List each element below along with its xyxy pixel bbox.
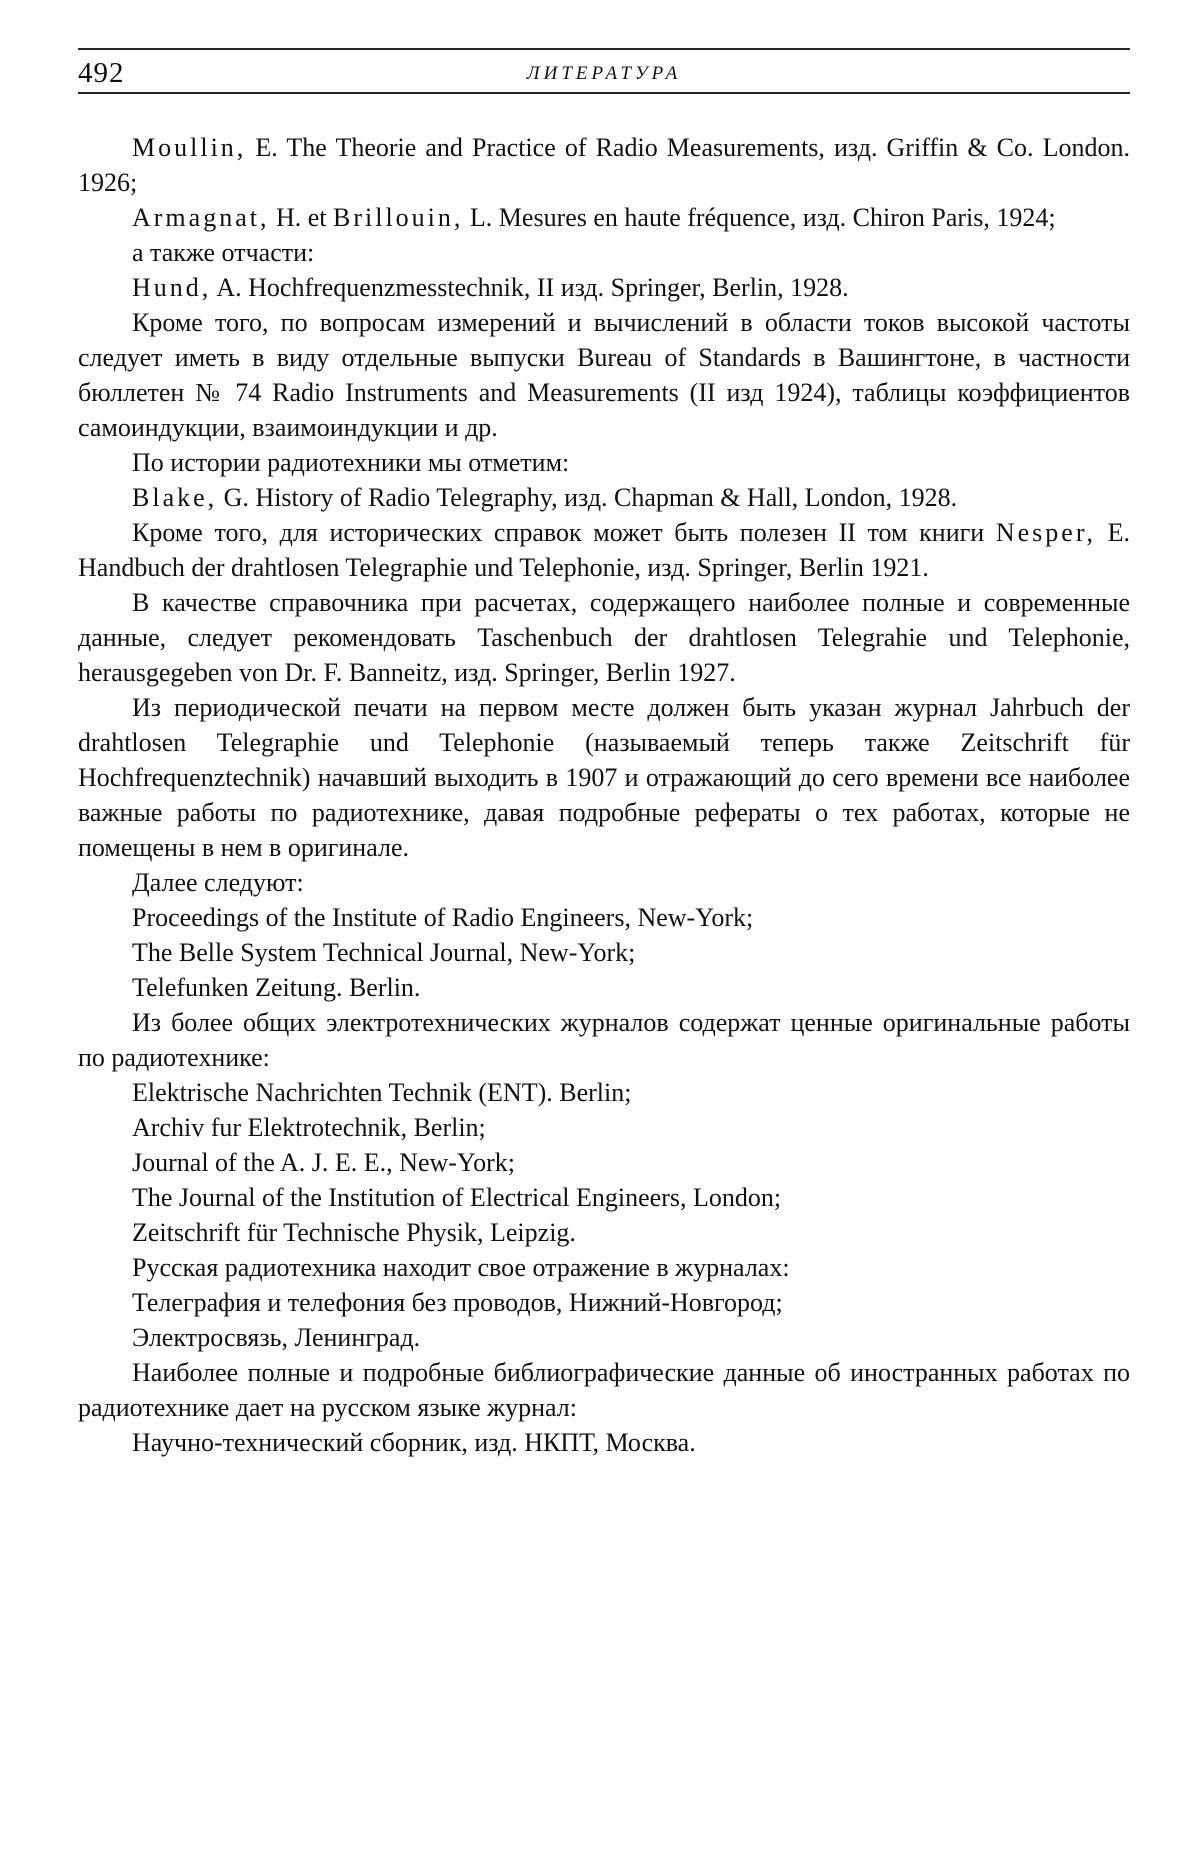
book-page — [78, 0, 1130, 1875]
bibliography-text — [78, 130, 1130, 1460]
reference-text: G. History of Radio Telegraphy, изд. Chapman & Hall, London, 1928. — [217, 483, 958, 512]
reference-entry — [78, 130, 1130, 200]
header-top-rule — [78, 48, 1130, 50]
page-header — [78, 48, 1130, 98]
paragraph: В качестве справочника при расчетах, содержащего наиболее полные и современные данные, следует рекомендовать Taschenbuch der drahtlosen Telegrahie und Telephonie, herausgegeben von Dr. F. Banneitz, изд. Springer, Berlin 1927. — [78, 588, 1130, 687]
journal-entry: Электросвязь, Ленинград. — [132, 1323, 421, 1352]
reference-entry — [78, 480, 1130, 515]
journal-entry: Proceedings of the Institute of Radio Engineers, New-York; — [132, 903, 754, 932]
author-name: Moullin, — [132, 133, 247, 162]
reference-text: E. Handbuch der drahtlosen Telegraphie und Telephonie, изд. Springer, Berlin 1921. — [78, 518, 1130, 582]
reference-text: A. Hochfrequenzmesstechnik, II изд. Springer, Berlin, 1928. — [211, 273, 849, 302]
journal-entry: The Journal of the Institution of Electrical Engineers, London; — [132, 1183, 782, 1212]
author-name: Nesper, — [995, 518, 1096, 547]
paragraph: а также отчасти: — [132, 238, 315, 267]
reference-text: E. The Theorie and Practice of Radio Measurements, изд. Griffin & Co. London. 1926; — [78, 133, 1130, 197]
author-name: Hund, — [132, 273, 212, 302]
journal-entry: Telefunken Zeitung. Berlin. — [132, 973, 421, 1002]
reference-entry — [78, 200, 1130, 235]
paragraph: Из периодической печати на первом месте должен быть указан журнал Jahrbuch der drahtlosen Telegraphie und Telephonie (называемый теперь также Zeitschrift für Hochfrequenztechnik) начавший выходить в 1907 и отражающий до сего времени все наиболее важные работы по радиотехнике, давая подробные рефераты о тех работах, которые не помещены в нем в оригинале. — [78, 693, 1130, 862]
paragraph: По истории радиотехники мы отметим: — [132, 448, 570, 477]
page-number: 492 — [78, 57, 125, 89]
reference-text: H. et — [269, 203, 334, 232]
author-name: Blake, — [132, 483, 218, 512]
paragraph: Наиболее полные и подробные библиографические данные об иностранных работах по радиотехнике дает на русском языке журнал: — [78, 1358, 1130, 1422]
paragraph: Кроме того, по вопросам измерений и вычислений в области токов высокой частоты следует иметь в виду отдельные выпуски Bureau of Standards в Вашингтоне, в частности бюллетен № 74 Radio Instruments and Measurements (II изд 1924), таблицы коэффициентов самоиндукции, взаимоиндукции и др. — [78, 308, 1130, 442]
paragraph-text: Кроме того, для исторических справок может быть полезен II том книги — [132, 518, 996, 547]
journal-entry: Zeitschrift für Technische Physik, Leipzig. — [132, 1218, 576, 1247]
journal-entry: Journal of the A. J. E. E., New-York; — [132, 1148, 515, 1177]
paragraph: Далее следуют: — [132, 868, 304, 897]
author-name: Armagnat, — [132, 203, 270, 232]
journal-entry: Elektrische Nachrichten Technik (ENT). Berlin; — [132, 1078, 632, 1107]
journal-entry: Archiv fur Elektrotechnik, Berlin; — [132, 1113, 486, 1142]
author-name: Brillouin, — [333, 203, 464, 232]
paragraph: Русская радиотехника находит свое отражение в журналах: — [132, 1253, 790, 1282]
journal-entry: Телеграфия и телефония без проводов, Нижний-Новгород; — [132, 1288, 783, 1317]
paragraph — [78, 515, 1130, 585]
journal-entry: Научно-технический сборник, изд. НКПТ, Москва. — [132, 1428, 696, 1457]
reference-entry — [78, 270, 1130, 305]
reference-text: L. Mesures en haute fréquence, изд. Chiron Paris, 1924; — [463, 203, 1056, 232]
paragraph: Из более общих электротехнических журналов содержат ценные оригинальные работы по радиотехнике: — [78, 1008, 1130, 1072]
header-bottom-rule — [78, 92, 1130, 94]
journal-entry: The Belle System Technical Journal, New-York; — [132, 938, 636, 967]
running-title: ЛИТЕРАТУРА — [526, 63, 682, 84]
